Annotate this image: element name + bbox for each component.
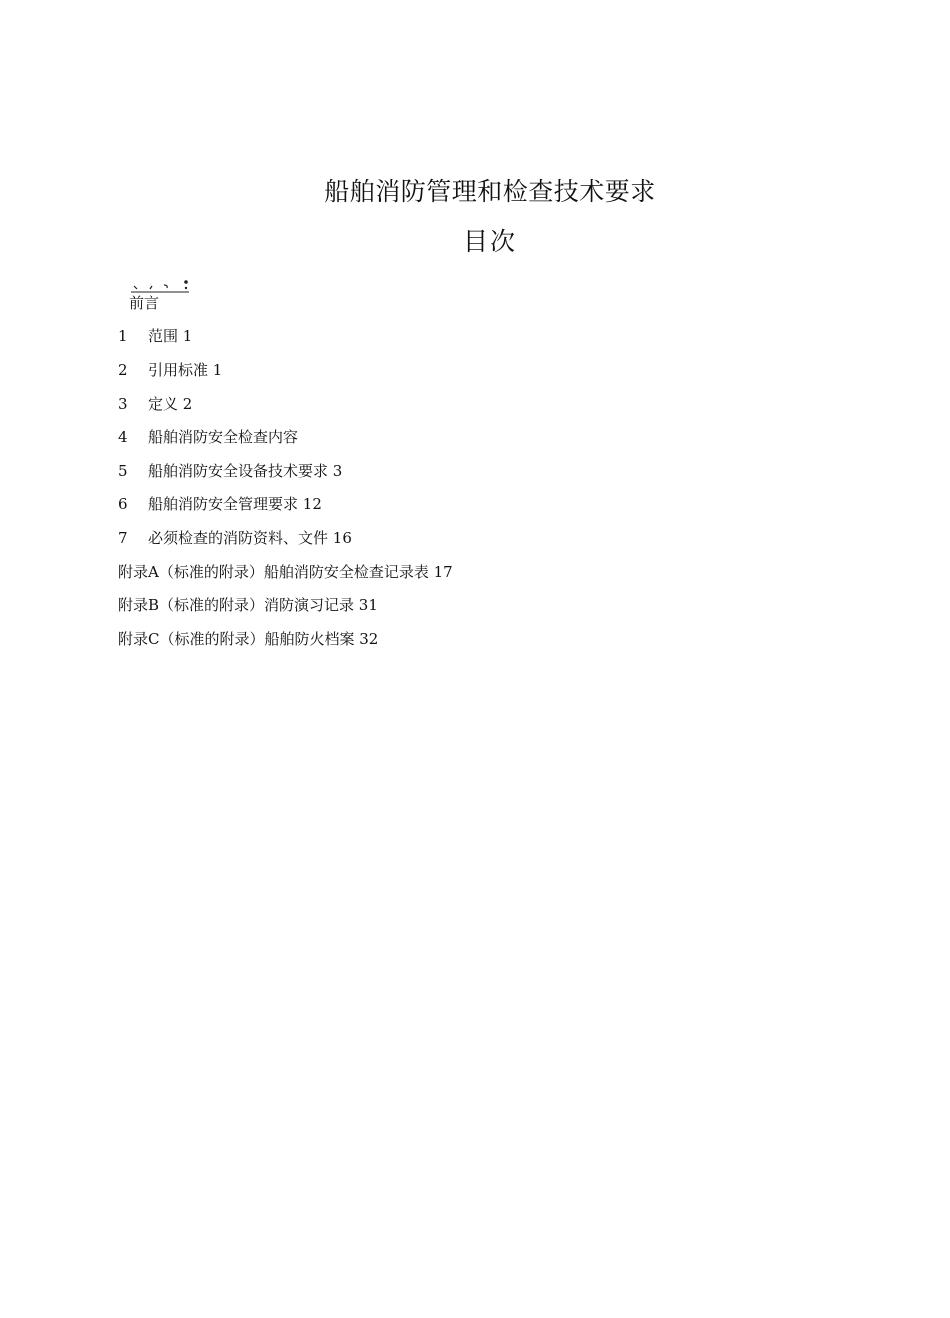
toc-appendix-a[interactable]: 附录A（标准的附录）船舶消防安全检查记录表 17 [118,563,453,581]
toc-item-text: 船舶消防安全检查内容 [148,428,299,446]
toc-item-references[interactable] [118,360,222,380]
toc-item-text: 定义 2 [148,395,193,413]
toc-item-management-requirements[interactable] [118,494,322,514]
toc-item-definitions[interactable] [118,394,192,414]
toc-item-required-documents[interactable] [118,528,352,548]
toc-item-number: 3 [118,395,128,413]
toc-item-inspection-content[interactable] [118,427,298,447]
toc-appendix-c[interactable]: 附录C（标准的附录）船舶防火档案 32 [118,630,379,648]
toc-item-number: 6 [118,495,128,513]
toc-appendix-b[interactable]: 附录B（标准的附录）消防演习记录 31 [118,596,378,614]
scan-mark [131,277,191,293]
toc-item-scope[interactable] [118,326,192,346]
toc-item-text: 范围 1 [148,327,193,345]
toc-item-number: 4 [118,428,128,446]
toc-item-equipment-requirements[interactable] [118,461,342,481]
toc-foreword[interactable]: 前言 [129,294,160,312]
toc-item-text: 必须检查的消防资料、文件 16 [148,529,352,547]
toc-item-text: 船舶消防安全管理要求 12 [148,495,322,513]
toc-item-text: 引用标准 1 [148,361,223,379]
toc-item-number: 1 [118,327,128,345]
toc-item-number: 7 [118,529,128,547]
toc-item-text: 船舶消防安全设备技术要求 3 [148,462,343,480]
toc-item-number: 2 [118,361,128,379]
toc-heading: 目次 [462,227,517,256]
toc-item-number: 5 [118,462,128,480]
document-title: 船舶消防管理和检查技术要求 [324,177,656,206]
